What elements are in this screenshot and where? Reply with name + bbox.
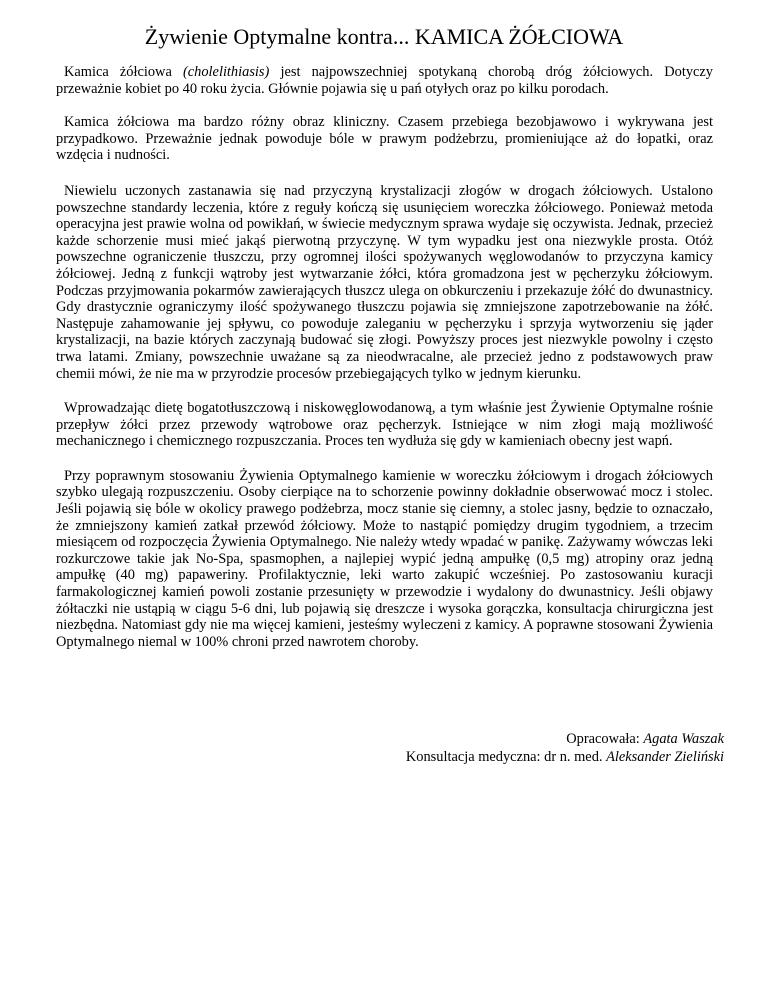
page-title: Żywienie Optymalne kontra... KAMICA ŻÓŁCIOWA bbox=[144, 24, 624, 49]
document-body bbox=[56, 64, 713, 667]
paragraph-intro-after: jest najpowszechniej spotykaną chorobą dróg żółciowych. Dotyczy przeważnie kobiet po 40 roku życia. Głównie pojawia się u pań otyłych oraz po kilku porodach. bbox=[56, 64, 713, 97]
consultant-label: Konsultacja medyczna: dr n. med. bbox=[405, 749, 607, 765]
latin-term: (cholelithiasis) bbox=[182, 64, 270, 80]
author-label: Opracowała: bbox=[566, 731, 644, 747]
author-line bbox=[406, 730, 724, 748]
paragraph-intro bbox=[56, 64, 713, 97]
paragraph-intro-before: Kamica żółciowa bbox=[64, 64, 183, 80]
consultant-name: Aleksander Zieliński bbox=[606, 749, 724, 765]
author-name: Agata Waszak bbox=[643, 731, 724, 747]
consultant-line bbox=[406, 748, 724, 766]
signature-block bbox=[406, 730, 724, 766]
paragraph-causes: Niewielu uczonych zastanawia się nad przyczyną krystalizacji złogów w drogach żółciowych. Ustalono powszechne standardy leczenia, które z reguły kończą się usunięciem woreczka żółciowego. Ponieważ metoda operacyjna jest prawie wolna od powikłań, w świecie medycznym sprawa wydaje się oczywista. Jednak, przecież każde schorzenie musi mieć jakąś pierwotną przyczynę. W tym wypadku jest ona niezwykle prosta. Otóż powszechne ograniczenie tłuszczu, przy ogromnej ilości spożywanych węglowodanów to przyczyna kamicy żółciowej. Jedną z funkcji wątroby jest wytwarzanie żółci, która gromadzona jest w pęcherzyku żółciowym. Podczas przyjmowania pokarmów zawierających tłuszcz ulega on obkurczeniu i przekazuje żółć do dwunastnicy. Gdy drastycznie ograniczymy ilość spożywanego tłuszczu pojawia się zmniejszone zapotrzebowanie na żółć. Następuje zahamowanie jej spływu, co powoduje zaleganiu w pęcherzyku i sprzyja wytworzeniu się jąder krystalizacji, na bazie których zaczynają budować się złogi. Powyższy proces jest niezwykle powolny i często trwa latami. Zmiany, powszechnie uważane są za nieodwracalne, ale przecież jedno z podstawowych praw chemii mówi, że nie ma w przyrodzie procesów przebiegających tylko w jednym kierunku. bbox=[56, 182, 713, 382]
paragraph-diet: Wprowadzając dietę bogatotłuszczową i niskowęglowodanową, a tym właśnie jest Żywienie Optymalne rośnie przepływ żółci przez przewody wątrobowe oraz pęcherzyk. Istniejące w nim złogi mają możliwość mechanicznego i chemicznego rozpuszczania. Proces ten wydłuża się gdy w kamieniach obecny jest wapń. bbox=[56, 400, 713, 450]
paragraph-clinical-picture: Kamica żółciowa ma bardzo różny obraz kliniczny. Czasem przebiega bezobjawowo i wykrywana jest przypadkowo. Przeważnie jednak powoduje bóle w prawym podżebrzu, promieniujące aż do łopatki, oraz wzdęcia i nudności. bbox=[56, 114, 713, 164]
paragraph-treatment: Przy poprawnym stosowaniu Żywienia Optymalnego kamienie w woreczku żółciowym i drogach żółciowych szybko ulegają rozpuszczeniu. Osoby cierpiące na to schorzenie powinny dokładnie obserwować mocz i stolec. Jeśli pojawią się bóle w okolicy prawego podżebrza, mocz stanie się ciemny, a stolec jasny, będzie to oznaczało, że zmniejszony kamień zatkał przewód żółciowy. Może to nastąpić pomiędzy drugim tygodniem, a trzecim miesiącem od rozpoczęcia Żywienia Optymalnego. Nie należy wtedy wpadać w panikę. Zażywamy wówczas leki rozkurczowe takie jak No-Spa, spasmophen, a najlepiej wypić jedną ampułkę (0,5 mg) atropiny oraz jedną ampułkę (40 mg) papaweriny. Profilaktycznie, leki warto zakupić wcześniej. Po zastosowaniu kuracji farmakologicznej kamień powoli zostanie przesunięty w przewodzie i wydalony do dwunastnicy. Jeśli objawy żółtaczki nie ustąpią w ciągu 5-6 dni, lub pojawią się dreszcze i wysoka gorączka, konsultacja chirurgiczna jest niezbędna. Natomiast gdy nie ma więcej kamieni, jesteśmy wyleczeni z kamicy. A poprawne stosowani Żywienia Optymalnego niemal w 100% chroni przed nawrotem choroby. bbox=[56, 467, 713, 650]
